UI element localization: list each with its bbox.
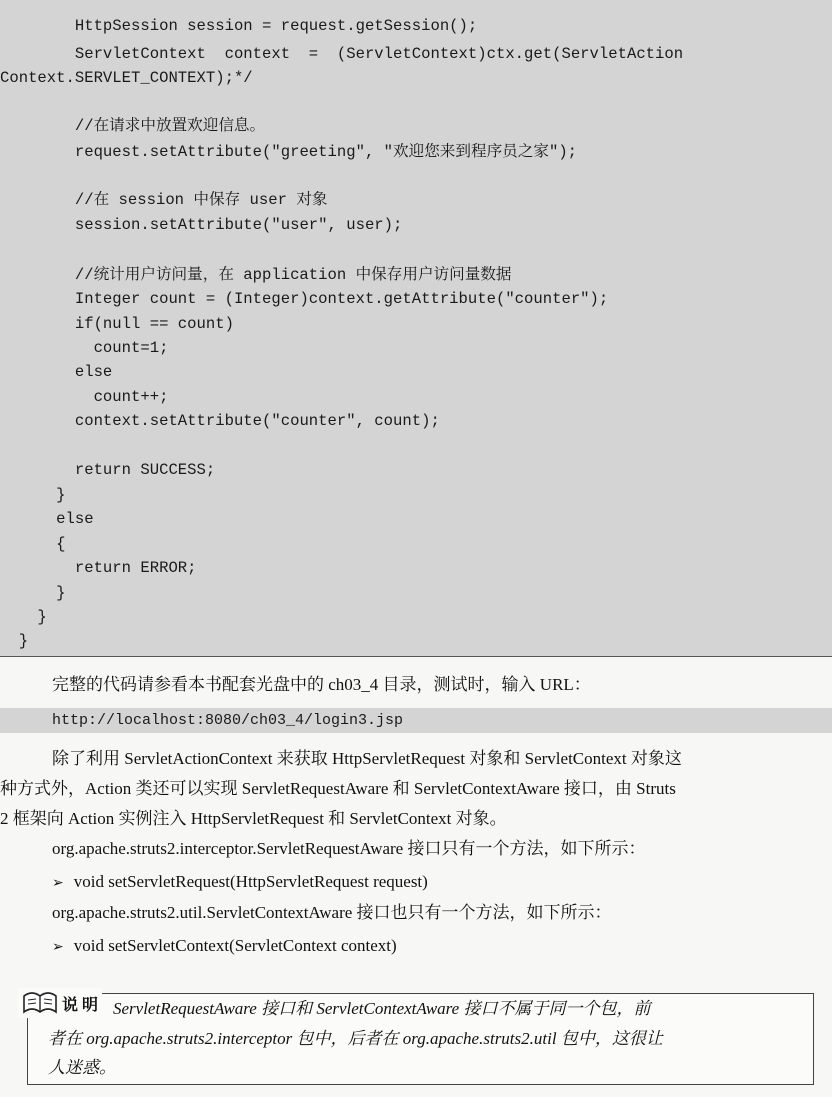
bullet-item	[52, 934, 397, 960]
code-line: //在请求中放置欢迎信息。	[0, 117, 266, 135]
paragraph-line: 除了利用 ServletActionContext 来获取 HttpServletRequest 对象和 ServletContext 对象这	[52, 749, 682, 768]
bullet-text: void setServletContext(ServletContext context)	[73, 936, 397, 955]
code-line: request.setAttribute("greeting", "欢迎您来到程序员之家");	[0, 143, 578, 161]
note-line: ServletRequestAware 接口和 ServletContextAware 接口不属于同一个包，前	[113, 999, 651, 1018]
code-line: count=1;	[0, 339, 169, 357]
code-line: if(null == count)	[0, 315, 234, 333]
paragraph-context-aware: org.apache.struts2.util.ServletContextAware 接口也只有一个方法，如下所示：	[52, 903, 612, 922]
paragraph-request-aware: org.apache.struts2.interceptor.ServletRequestAware 接口只有一个方法，如下所示：	[52, 839, 646, 858]
code-line: count++;	[0, 388, 169, 406]
code-line: context.setAttribute("counter", count);	[0, 412, 440, 430]
code-line: }	[0, 584, 66, 602]
code-line: session.setAttribute("user", user);	[0, 216, 403, 234]
bullet-text: void setServletRequest(HttpServletRequest request)	[73, 872, 428, 891]
code-line: Integer count = (Integer)context.getAttribute("counter");	[0, 290, 609, 308]
paragraph-line: 2 框架向 Action 实例注入 HttpServletRequest 和 ServletContext 对象。	[0, 809, 507, 828]
arrow-bullet-icon: ➢	[52, 940, 64, 955]
arrow-bullet-icon: ➢	[52, 876, 64, 891]
url-bar	[0, 708, 832, 733]
bullet-item	[52, 870, 428, 896]
url-text: http://localhost:8080/ch03_4/login3.jsp	[52, 712, 404, 729]
code-line: return ERROR;	[0, 559, 197, 577]
code-line: else	[0, 510, 94, 528]
code-line: }	[0, 632, 29, 650]
note-line: 者在 org.apache.struts2.interceptor 包中，后者在 org.apache.struts2.util 包中，这很让	[48, 1029, 663, 1048]
code-line: HttpSession session = request.getSession();	[0, 17, 478, 35]
code-line: }	[0, 486, 66, 504]
code-line: else	[0, 363, 113, 381]
note-line: 人迷惑。	[48, 1058, 116, 1077]
code-line: {	[0, 535, 66, 553]
note-label: 说明	[62, 995, 103, 1014]
code-line: return SUCCESS;	[0, 461, 216, 479]
code-line: ServletContext context = (ServletContext)ctx.get(ServletAction	[0, 45, 684, 63]
code-line: //在 session 中保存 user 对象	[0, 191, 328, 209]
paragraph-url-intro: 完整的代码请参看本书配套光盘中的 ch03_4 目录，测试时，输入 URL：	[52, 675, 591, 694]
code-line: //统计用户访问量，在 application 中保存用户访问量数据	[0, 266, 512, 284]
paragraph-line: 种方式外，Action 类还可以实现 ServletRequestAware 和 ServletContextAware 接口，由 Struts	[0, 779, 676, 798]
code-line: Context.SERVLET_CONTEXT);*/	[0, 69, 253, 87]
note-box	[27, 993, 814, 1085]
book-icon	[20, 988, 60, 1016]
code-line: }	[0, 608, 47, 626]
note-header	[18, 988, 102, 1018]
